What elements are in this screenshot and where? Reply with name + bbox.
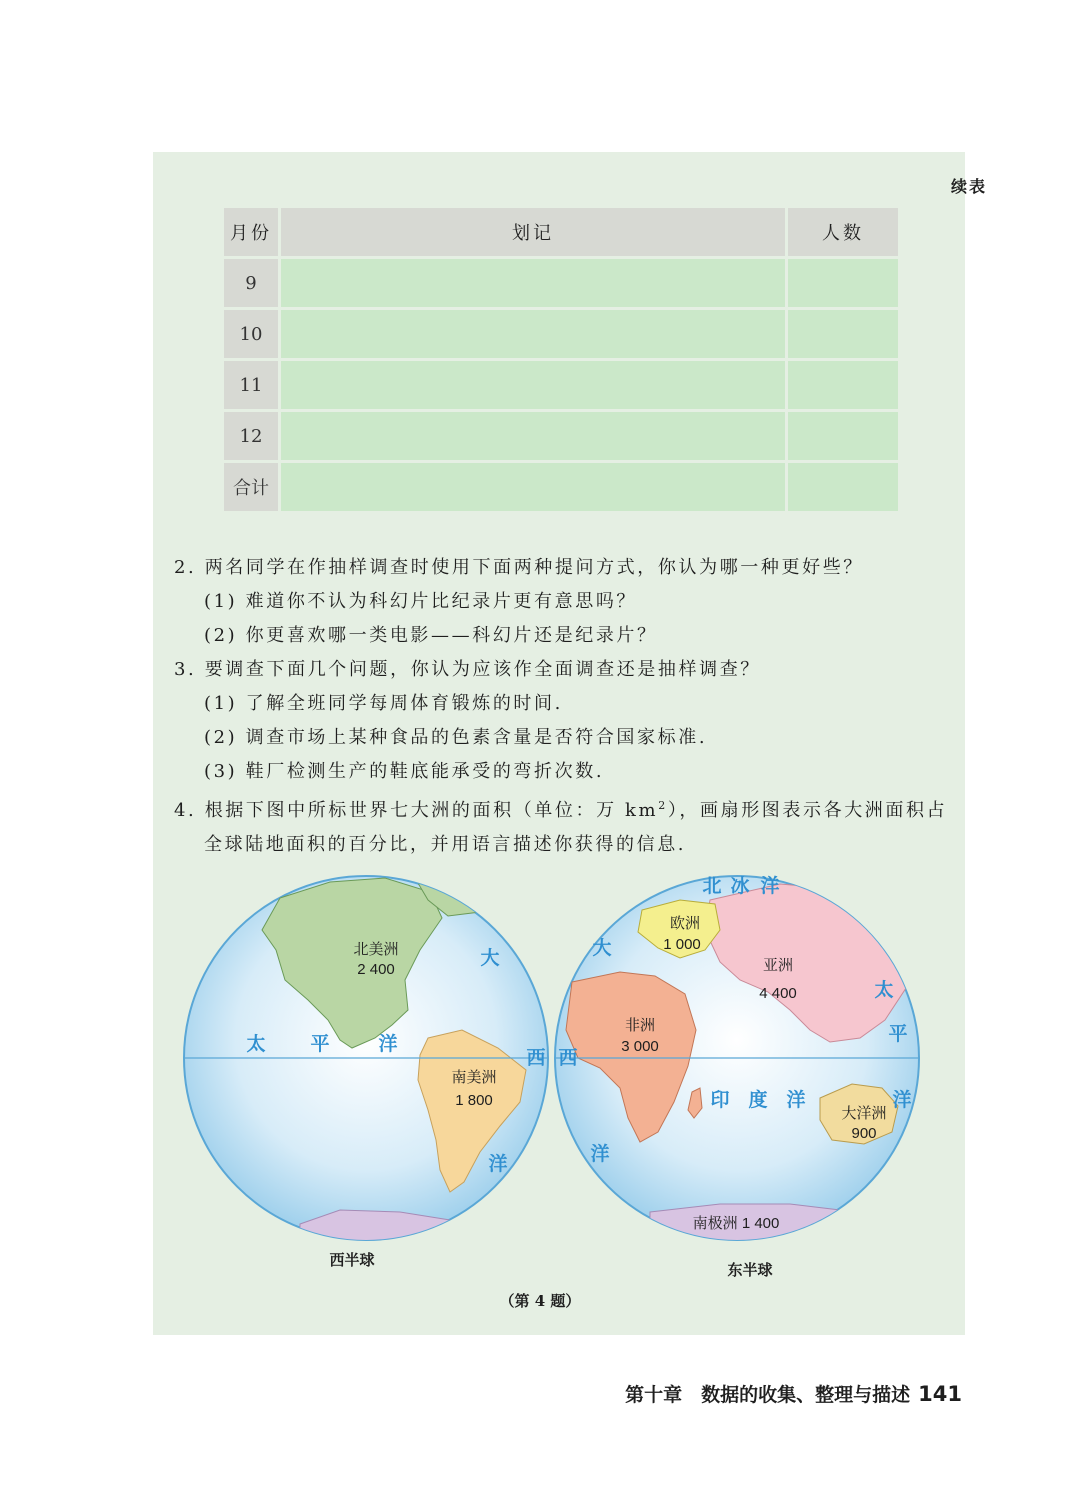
- antarctica-name: 南极洲: [692, 1215, 738, 1232]
- questions: [174, 551, 954, 862]
- total-cell: 合计: [223, 462, 280, 513]
- tally-cell: [280, 360, 787, 411]
- question-4-continued: 全球陆地面积的百分比，并用语言描述你获得的信息.: [204, 834, 687, 855]
- question-3-item-2: (2) 调查市场上某种食品的色素含量是否符合国家标准.: [204, 727, 708, 748]
- indian-ocean-char-3: 洋: [786, 1089, 806, 1111]
- header-tally: 划记: [280, 207, 787, 258]
- europe-area: 1 000: [663, 936, 701, 953]
- header-month: 月份: [223, 207, 280, 258]
- figure-caption: （第 4 题）: [499, 1292, 581, 1310]
- question-4-stem-prefix: 4. 根据下图中所标世界七大洲的面积（单位：万 km: [174, 800, 659, 821]
- pacific-west-char-3: 洋: [378, 1033, 398, 1055]
- atlantic-west-char-2: 西: [526, 1047, 546, 1069]
- count-cell: [787, 411, 900, 462]
- count-cell: [787, 309, 900, 360]
- pacific-east-char-3: 洋: [892, 1089, 912, 1111]
- pacific-east-char-1: 太: [874, 979, 894, 1001]
- tally-cell: [280, 462, 787, 513]
- world-hemispheres-map: [180, 870, 950, 1290]
- north-america-name: 北美洲: [353, 941, 399, 958]
- month-cell: 12: [223, 411, 280, 462]
- chapter-title: 第十章 数据的收集、整理与描述: [625, 1384, 911, 1406]
- indian-ocean-char-2: 度: [748, 1089, 768, 1111]
- month-cell: 10: [223, 309, 280, 360]
- question-4: [174, 789, 954, 828]
- south-america-name: 南美洲: [451, 1069, 497, 1086]
- south-america-area: 1 800: [455, 1092, 493, 1109]
- page-number: 141: [918, 1382, 962, 1406]
- africa-area: 3 000: [621, 1038, 659, 1055]
- atlantic-east-char-2: 西: [558, 1047, 578, 1069]
- table-row: [223, 462, 900, 513]
- table-row: [223, 258, 900, 309]
- question-3-item-1: (1) 了解全班同学每周体育锻炼的时间.: [204, 693, 563, 714]
- atlantic-east-char-3: 洋: [590, 1143, 610, 1165]
- atlantic-west-char-1: 大: [480, 947, 500, 969]
- arctic-ocean-char-1: 北: [702, 875, 722, 897]
- count-cell: [787, 258, 900, 309]
- table-header-row: [223, 207, 900, 258]
- question-3-item-3: (3) 鞋厂检测生产的鞋底能承受的弯折次数.: [204, 761, 605, 782]
- question-3: 3. 要调查下面几个问题，你认为应该作全面调查还是抽样调查？: [174, 659, 761, 680]
- table-row: [223, 360, 900, 411]
- question-2-option-2: (2) 你更喜欢哪一类电影——科幻片还是纪录片？: [204, 625, 658, 646]
- oceania-name: 大洋洲: [841, 1105, 887, 1122]
- antarctica-label: [693, 1214, 780, 1232]
- arctic-ocean-char-2: 冰: [730, 875, 750, 897]
- tally-cell: [280, 411, 787, 462]
- month-cell: 9: [223, 258, 280, 309]
- question-4-stem-suffix: ），画扇形图表示各大洲面积占: [667, 800, 948, 821]
- antarctica-area: 1 400: [741, 1215, 780, 1232]
- continued-table-label: 续表: [950, 177, 987, 196]
- table-row: [223, 411, 900, 462]
- tally-table: [221, 205, 901, 514]
- page-footer: [625, 1380, 962, 1407]
- oceania-area: 900: [851, 1125, 877, 1142]
- count-cell: [787, 462, 900, 513]
- superscript-2: 2: [658, 799, 668, 812]
- tally-cell: [280, 258, 787, 309]
- pacific-east-char-2: 平: [888, 1023, 908, 1045]
- africa-name: 非洲: [624, 1017, 656, 1034]
- tally-cell: [280, 309, 787, 360]
- europe-name: 欧洲: [669, 915, 701, 932]
- indian-ocean-char-1: 印: [710, 1089, 730, 1111]
- asia-area: 4 400: [759, 985, 797, 1002]
- header-count: 人数: [787, 207, 900, 258]
- pacific-west-char-1: 太: [246, 1033, 266, 1055]
- month-cell: 11: [223, 360, 280, 411]
- asia-name: 亚洲: [762, 957, 794, 974]
- north-america-area: 2 400: [357, 961, 395, 978]
- atlantic-east-char-1: 大: [592, 937, 612, 959]
- question-2: 2. 两名同学在作抽样调查时使用下面两种提问方式，你认为哪一种更好些？: [174, 557, 864, 578]
- arctic-ocean-char-3: 洋: [760, 875, 780, 897]
- count-cell: [787, 360, 900, 411]
- atlantic-west-char-3: 洋: [488, 1153, 508, 1175]
- pacific-west-char-2: 平: [310, 1033, 330, 1055]
- table-row: [223, 309, 900, 360]
- eastern-hemisphere-label: 东半球: [727, 1261, 773, 1279]
- western-hemisphere-label: 西半球: [329, 1251, 375, 1269]
- question-2-option-1: (1) 难道你不认为科幻片比纪录片更有意思吗？: [204, 591, 638, 612]
